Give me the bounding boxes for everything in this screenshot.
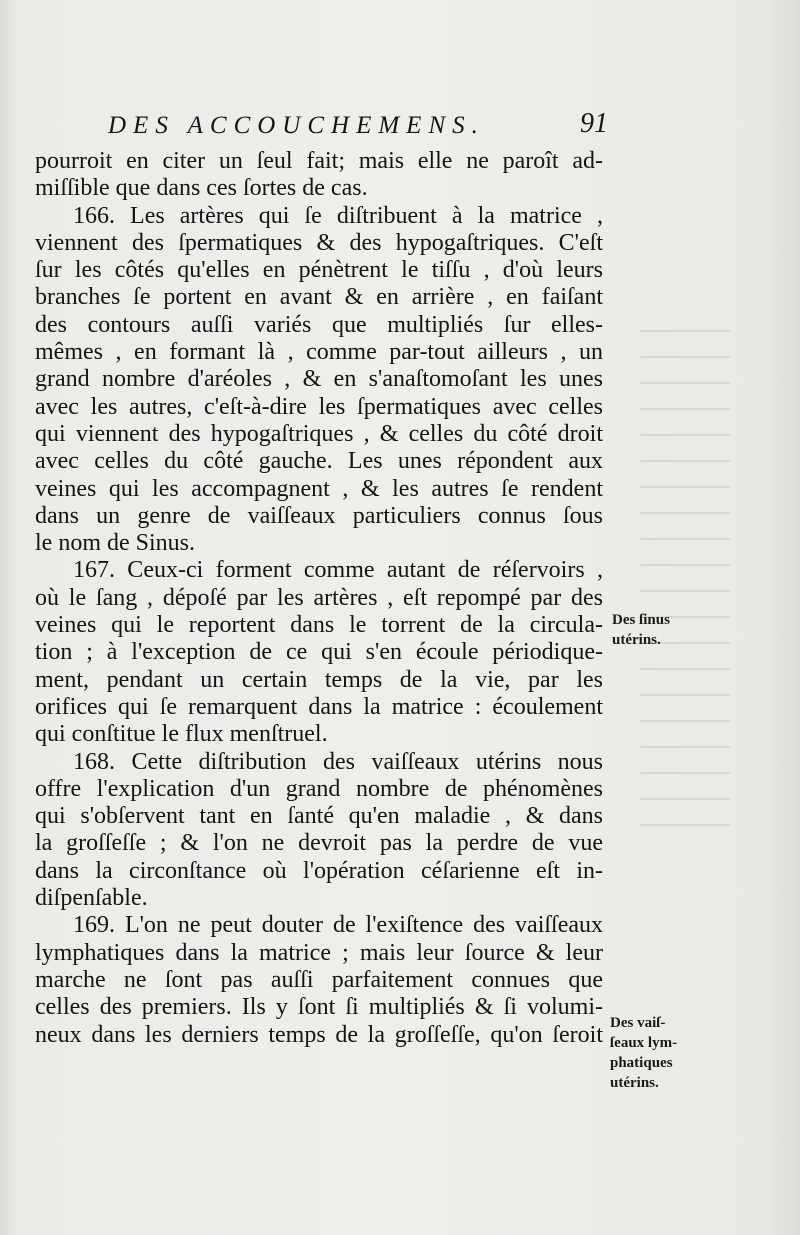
margin-note-line: ſeaux lym- [610,1035,678,1051]
show-through-text [640,330,730,850]
margin-note-line: phatiques [610,1055,673,1071]
text-line: qui conſtitue le flux menſtruel. [35,721,328,748]
text-line: le nom de Sinus. [35,530,195,557]
margin-note-line: Des ſinus [612,612,670,628]
body-text [35,148,603,1049]
text-line: 169. L'on ne peut douter de l'exiſtence des vaiſſeaux [73,912,603,939]
margin-note-line: utérins. [612,632,661,648]
text-line: avec celles du côté gauche. Les unes répondent aux [35,448,603,475]
text-line: offre l'explication d'un grand nombre de phénomènes [35,775,603,802]
text-line: 167. Ceux-ci forment comme autant de réſervoirs , [73,557,603,584]
text-line: miſſible que dans ces ſortes de cas. [35,175,368,202]
text-line: veines qui le reportent dans le torrent de la circula- [35,612,603,639]
text-line: avec les autres, c'eſt-à-dire les ſpermatiques avec celles [35,393,603,420]
text-line: 168. Cette diſtribution des vaiſſeaux utérins nous [73,748,603,775]
text-line: orifices qui ſe remarquent dans la matrice : écoulement [35,693,603,720]
text-line: tion ; à l'exception de ce qui s'en écoule périodique- [35,639,603,666]
text-line: où le ſang , dépoſé par les artères , eſt repompé par des [35,584,603,611]
text-line: diſpenſable. [35,885,148,912]
margin-note-lymphatics [610,1013,730,1093]
text-line: qui viennent des hypogaſtriques , & celles du côté droit [35,420,603,447]
text-line: qui s'obſervent tant en ſanté qu'en maladie , & dans [35,803,603,830]
text-line: celles des premiers. Ils y ſont ſi multipliés & ſi volumi- [35,994,603,1021]
page-number: 91 [580,108,608,139]
margin-note-sinus [612,610,722,650]
text-line: des contours auſſi variés que multipliés ſur elles- [35,311,603,338]
text-line: mêmes , en formant là , comme par-tout ailleurs , un [35,339,603,366]
text-line: branches ſe portent en avant & en arrière , en faiſant [35,284,603,311]
text-line: neux dans les derniers temps de la groſſeſſe, qu'on ſeroit [35,1021,603,1048]
text-line: dans un genre de vaiſſeaux particuliers connus ſous [35,502,603,529]
text-line: viennent des ſpermatiques & des hypogaſtriques. C'eſt [35,229,603,256]
margin-note-line: Des vaiſ- [610,1015,666,1031]
running-head: DES ACCOUCHEMENS. [108,112,485,139]
text-line: grand nombre d'aréoles , & en s'anaſtomoſant les unes [35,366,603,393]
text-line: veines qui les accompagnent , & les autres ſe rendent [35,475,603,502]
text-line: la groſſeſſe ; & l'on ne devroit pas la perdre de vue [35,830,603,857]
text-line: 166. Les artères qui ſe diſtribuent à la matrice , [73,202,603,229]
text-line: dans la circonſtance où l'opération céſarienne eſt in- [35,857,603,884]
text-line: ment, pendant un certain temps de la vie, par les [35,666,603,693]
text-line: marche ne ſont pas auſſi parfaitement connues que [35,966,603,993]
text-line: pourroit en citer un ſeul fait; mais elle ne paroît ad- [35,148,603,174]
text-line: ſur les côtés qu'elles en pénètrent le tiſſu , d'où leurs [35,257,603,284]
text-line: lymphatiques dans la matrice ; mais leur ſource & leur [35,939,603,966]
margin-note-line: utérins. [610,1075,659,1091]
